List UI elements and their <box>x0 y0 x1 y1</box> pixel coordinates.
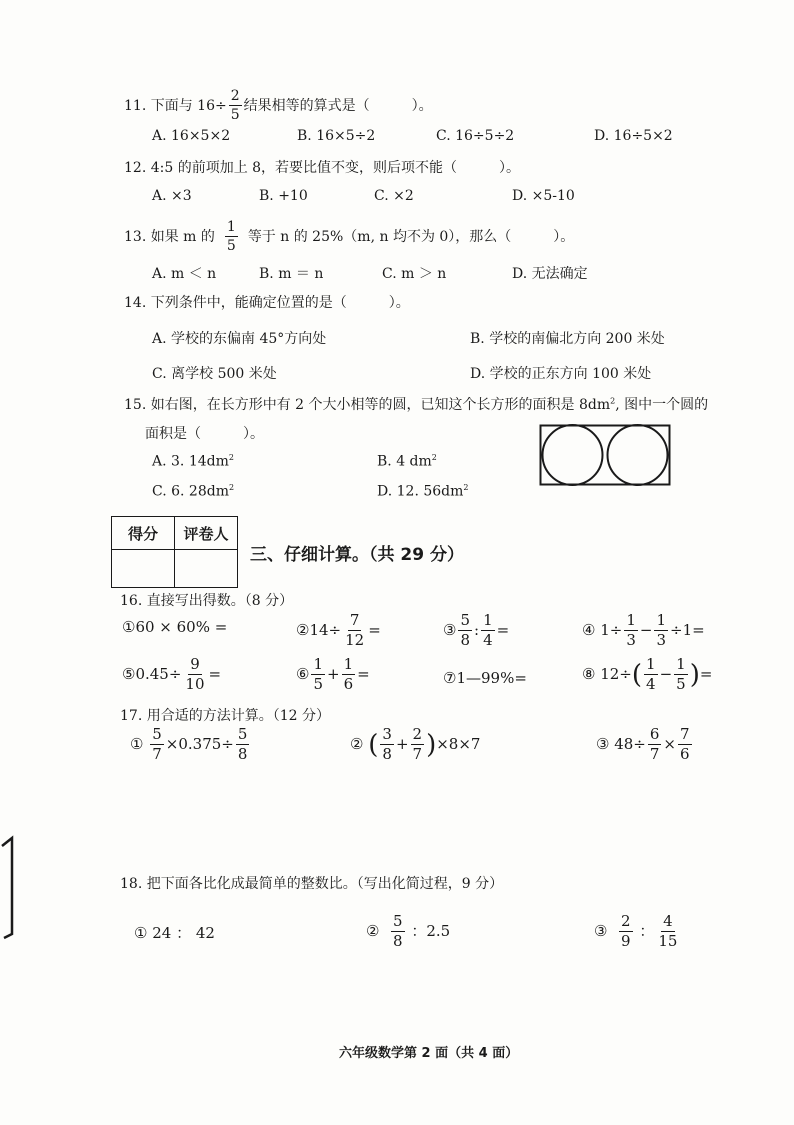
q12-option-a: A. ×3 <box>152 188 192 204</box>
q18-item-2: ② $\frac{5}{8}$ ：2.5 <box>366 912 451 950</box>
fraction: $\frac{2}{5}$ <box>230 88 240 123</box>
q12-option-d: D. ×5-10 <box>512 188 575 204</box>
fraction: $\frac{7}{6}$ <box>680 725 690 763</box>
q14-stem: 14. 下列条件中，能确定位置的是（ ）。 <box>124 295 410 311</box>
q15-stem-line1: 15. 如右图，在长方形中有 2 个大小相等的圆，已知这个长方形的面积是 $8dm^2$, 图中一个圆的 <box>124 396 709 413</box>
q18-item-3: ③ $\frac{2}{9}$ ： $\frac{4}{15}$ <box>594 912 678 950</box>
q15-stem-line2: 面积是（ ）。 <box>145 426 264 442</box>
fraction: $\frac{9}{10}$ <box>185 655 205 693</box>
q16-item-1: ①60 × 60% = <box>122 618 228 636</box>
q11-option-a: A. 16×5×2 <box>152 128 231 144</box>
fraction: $\frac{3}{8}$ <box>382 725 392 763</box>
fraction: $\frac{5}{7}$ <box>152 725 162 763</box>
q17-item-3: ③ 48÷ $\frac{6}{7}$ × $\frac{7}{6}$ <box>596 725 690 763</box>
score-cell[interactable] <box>112 550 175 588</box>
q13-option-b: B. m ＝ n <box>259 266 324 282</box>
fraction: $\frac{5}{8}$ <box>460 611 470 649</box>
figure-rectangle <box>541 426 670 485</box>
q14-option-c: C. 离学校 500 米处 <box>152 366 277 382</box>
q16-title: 16. 直接写出得数。（8 分） <box>120 593 294 609</box>
fraction: $\frac{4}{15}$ <box>658 912 678 950</box>
q13-option-a: A. m ＜ n <box>152 266 217 282</box>
score-table <box>111 516 238 588</box>
fraction: $\frac{1}{3}$ <box>626 611 636 649</box>
q14-option-a: A. 学校的东偏南 45°方向处 <box>152 331 327 347</box>
fraction: $\frac{5}{8}$ <box>237 725 248 763</box>
grader-header: 评卷人 <box>175 517 238 550</box>
q11-stem: 11. 下面与 16÷ $\frac{2}{5}$ 结果相等的算式是（ ）。 <box>124 88 433 123</box>
fraction: $\frac{6}{7}$ <box>649 725 660 763</box>
q16-item-4: ④ 1÷ $\frac{1}{3}$ − $\frac{1}{3}$ ÷1= <box>582 611 705 649</box>
q11-option-b: B. 16×5÷2 <box>297 128 376 144</box>
q16-item-7: ⑦1—99%= <box>443 669 527 687</box>
q16-item-8: ⑧ 12÷ ( $\frac{1}{4}$ − $\frac{1}{5}$ ) = <box>582 655 713 693</box>
fraction: $\frac{2}{9}$ <box>621 912 631 950</box>
q13-option-d: D. 无法确定 <box>512 266 588 282</box>
q12-option-c: C. ×2 <box>374 188 414 204</box>
fraction: $\frac{1}{3}$ <box>656 611 666 649</box>
q14-option-b: B. 学校的南偏北方向 200 米处 <box>470 331 665 347</box>
q13-option-c: C. m ＞ n <box>382 266 447 282</box>
section-3-title: 三、仔细计算。（共 29 分） <box>250 545 464 565</box>
score-header: 得分 <box>112 517 175 550</box>
q16-item-6: ⑥ $\frac{1}{5}$ + $\frac{1}{6}$ = <box>296 655 370 693</box>
q17-title: 17. 用合适的方法计算。（12 分） <box>120 708 330 724</box>
fraction: $\frac{1}{5}$ <box>676 655 686 693</box>
fraction: $\frac{1}{6}$ <box>343 655 354 693</box>
q13-stem: 13. 如果 m 的 $\frac{1}{5}$ 等于 n 的 25%（m, n 均不为 0），那么（ ）。 <box>124 219 575 254</box>
q15-option-c: C. 6. $28dm^2$ <box>152 483 235 500</box>
q16-item-5: ⑤0.45÷ $\frac{9}{10}$ = <box>122 655 222 693</box>
binding-bracket-mark <box>0 834 16 940</box>
rectangle-two-circles-figure <box>539 424 671 486</box>
q14-option-d: D. 学校的正东方向 100 米处 <box>470 366 652 382</box>
figure-circle-right <box>608 425 668 485</box>
q15-option-b: B. 4 $dm^2$ <box>377 453 437 470</box>
fraction: $\frac{1}{4}$ <box>483 611 493 649</box>
q15-option-a: A. 3. $14dm^2$ <box>152 453 234 470</box>
fraction: $\frac{1}{4}$ <box>646 655 656 693</box>
figure-circle-left <box>543 425 603 485</box>
q11-option-c: C. 16÷5÷2 <box>436 128 515 144</box>
fraction: $\frac{1}{5}$ <box>226 219 236 254</box>
fraction: $\frac{1}{5}$ <box>313 655 323 693</box>
q18-title: 18. 把下面各比化成最简单的整数比。（写出化简过程，9 分） <box>120 876 504 892</box>
q12-option-b: B. +10 <box>259 188 308 204</box>
grader-cell[interactable] <box>175 550 238 588</box>
q16-item-3: ③ $\frac{5}{8}$ : $\frac{1}{4}$ = <box>443 611 510 649</box>
page-footer: 六年级数学第 2 面（共 4 面） <box>339 1046 519 1061</box>
fraction: $\frac{7}{12}$ <box>345 611 365 649</box>
q17-item-2: ② ( $\frac{3}{8}$ + $\frac{2}{7}$ ) ×8×7 <box>350 725 481 763</box>
q18-item-1: ① 24 ： 42 <box>134 924 215 942</box>
fraction: $\frac{2}{7}$ <box>412 725 423 763</box>
fraction: $\frac{5}{8}$ <box>393 912 403 950</box>
q16-item-2: ②14÷ $\frac{7}{12}$ = <box>296 611 381 649</box>
q15-option-d: D. 12. $56dm^2$ <box>377 483 469 500</box>
q12-stem: 12. 4:5 的前项加上 8，若要比值不变，则后项不能（ ）。 <box>124 160 521 176</box>
q11-option-d: D. 16÷5×2 <box>594 128 673 144</box>
q17-item-1: ① $\frac{5}{7}$ ×0.375÷ $\frac{5}{8}$ <box>130 725 248 763</box>
